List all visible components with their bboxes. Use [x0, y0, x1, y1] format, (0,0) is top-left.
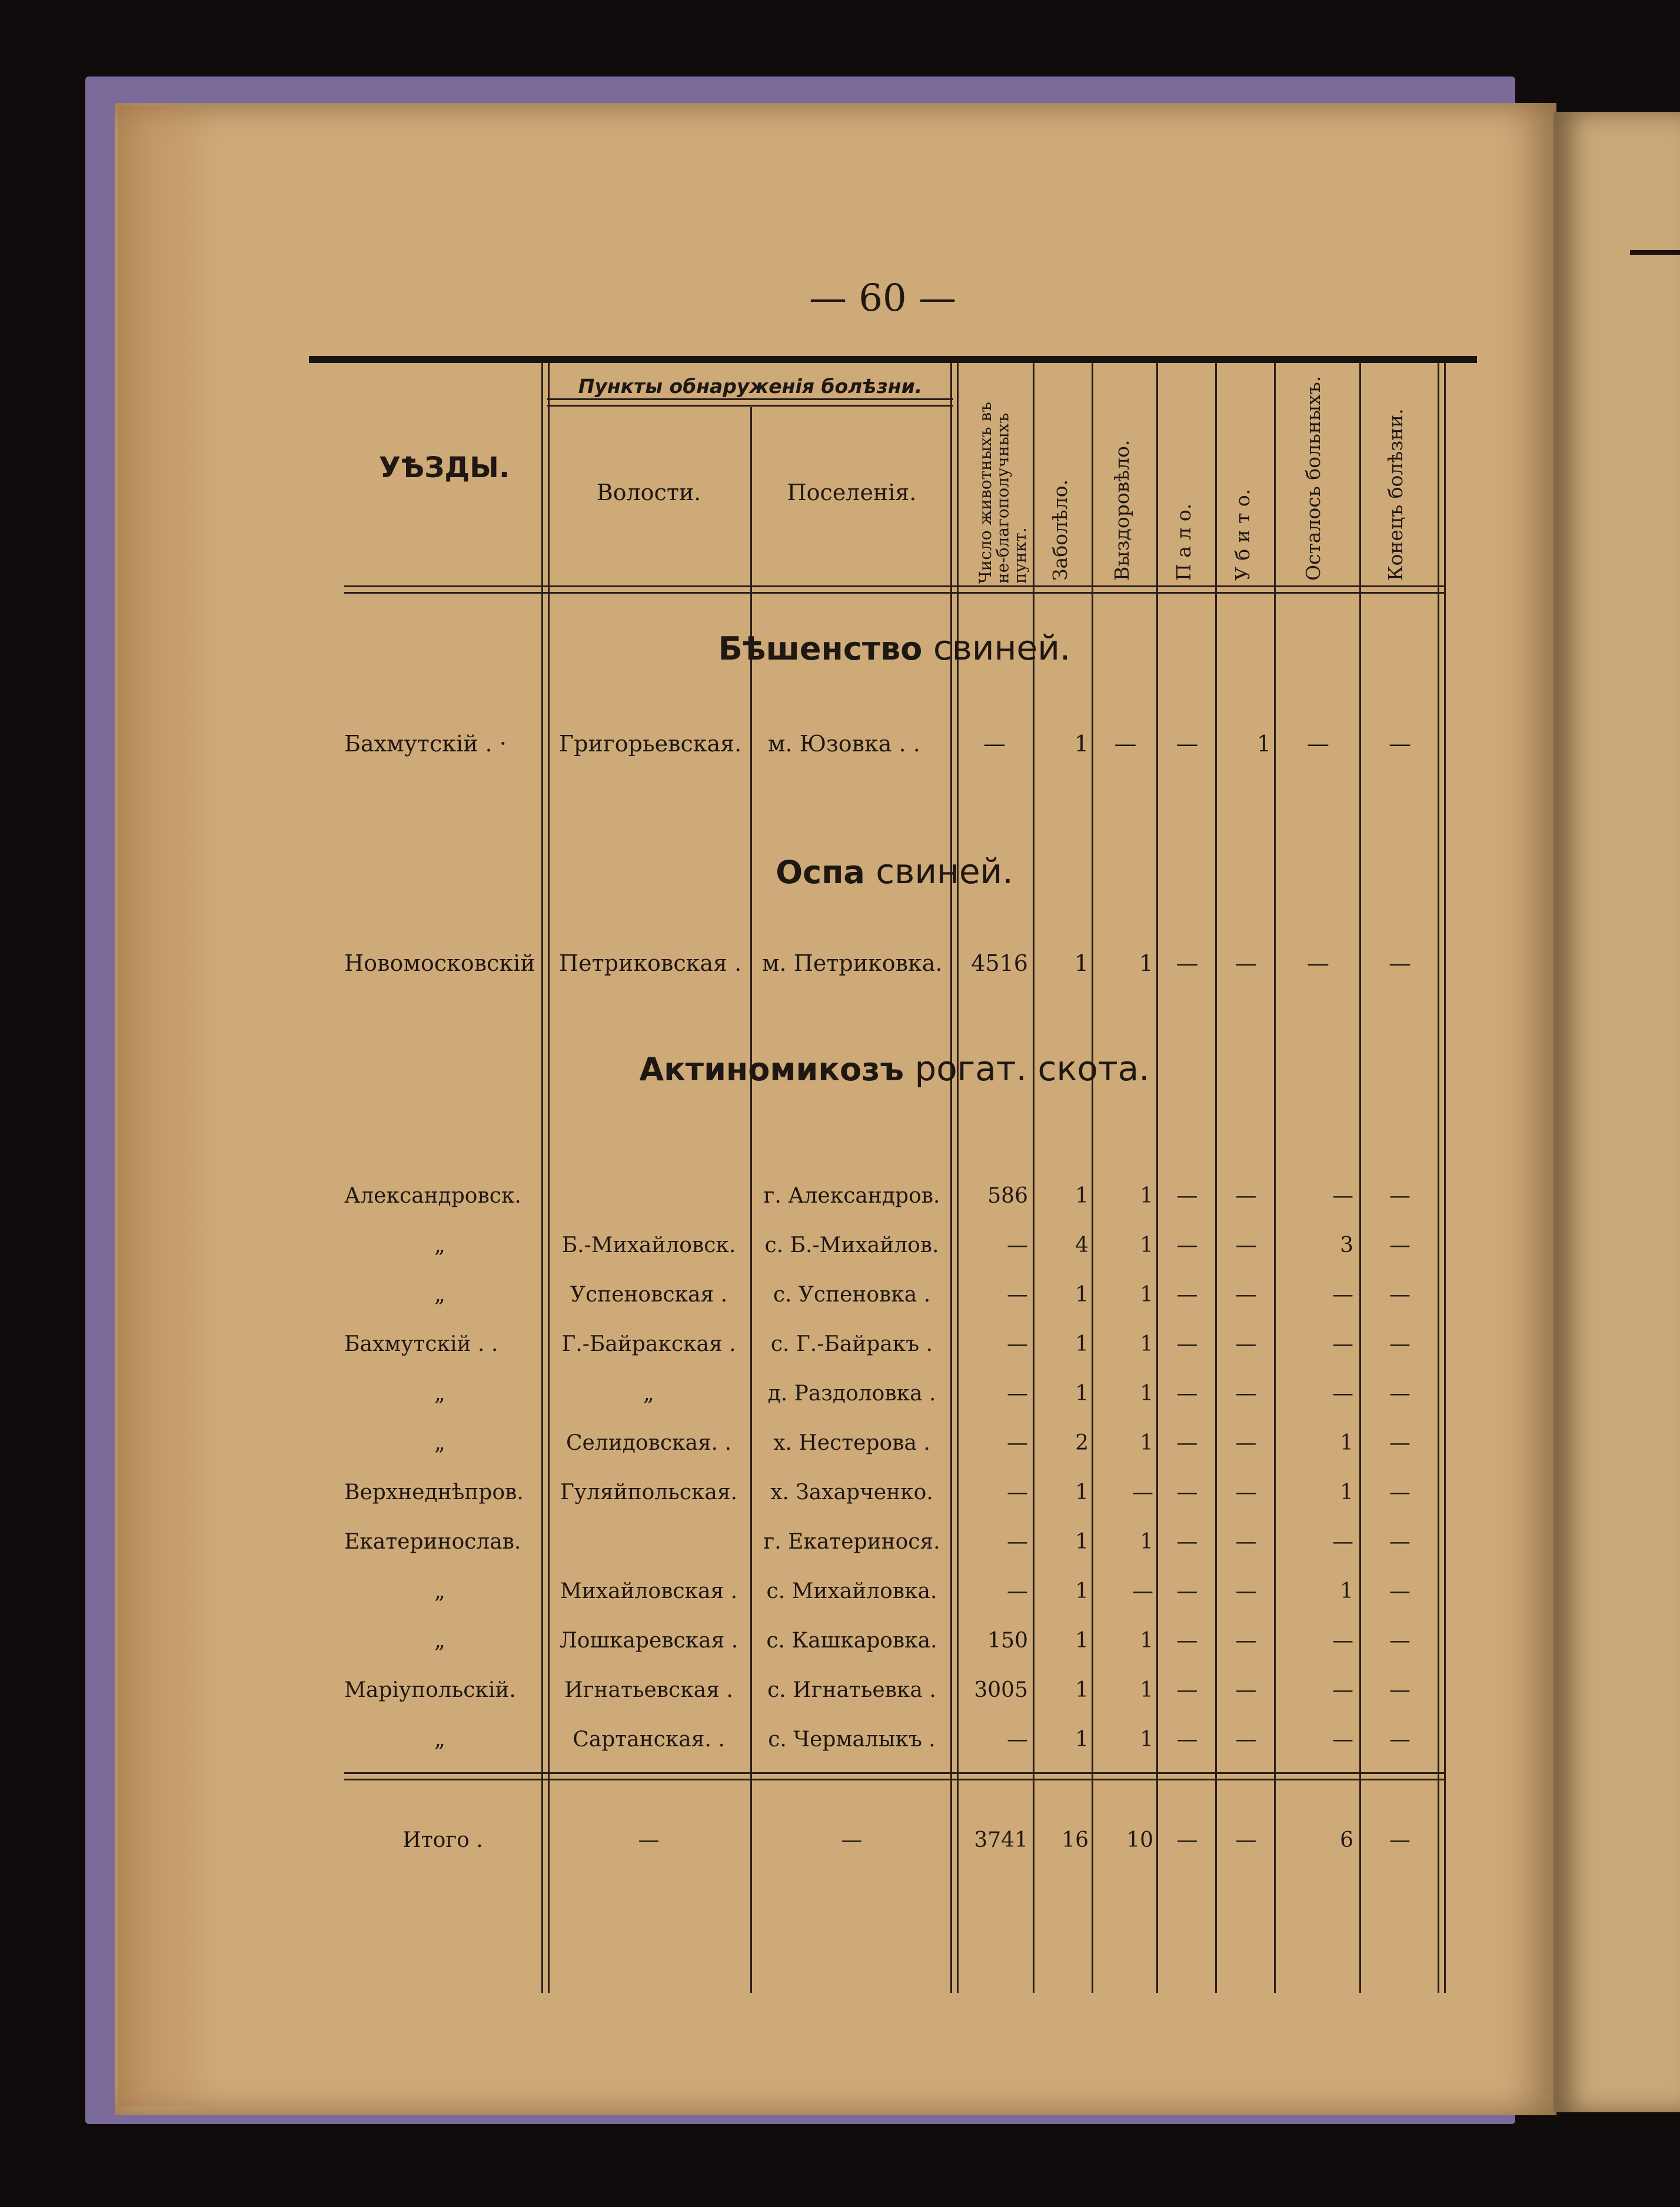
total-rule [344, 1772, 1445, 1780]
cell-ostalos: — [1332, 1332, 1353, 1356]
cell-volost: Г.-Байракская . [561, 1332, 736, 1356]
table-row [344, 1629, 1445, 1664]
section-title-rest: рогат. скота. [904, 1048, 1150, 1088]
cell-chislo: — [1007, 1727, 1028, 1752]
cell-uezd: Верхнеднѣпров. [344, 1480, 524, 1504]
cell-uezd: „ [434, 1431, 445, 1455]
table-row [344, 1283, 1445, 1318]
cell-ubito: — [1235, 1184, 1257, 1208]
cell-ostalos: 3 [1340, 1233, 1353, 1257]
cell-ubito: — [1235, 1332, 1257, 1356]
cell-palo: — [1176, 1283, 1198, 1307]
section-title-bold: Оспа [776, 854, 865, 891]
section-title-rabies [344, 628, 1445, 668]
cell-ubito: — [1235, 1727, 1257, 1752]
cell-konets: — [1389, 950, 1411, 976]
cell-uezd: „ [434, 1579, 445, 1603]
cell-palo: — [1176, 1184, 1198, 1208]
cell-vyzd: — [1114, 731, 1137, 757]
cell-konets: — [1389, 731, 1411, 757]
cell-uezd: Александровск. [344, 1184, 521, 1208]
header-chislo: Число животныхъ въ не-благополучныхъ пункт. [976, 401, 1030, 584]
cell-ubito: — [1235, 1431, 1257, 1455]
cell-volost: Селидовская. . [566, 1431, 731, 1455]
statistics-table [344, 363, 1445, 1993]
header-palo: П а л о. [1172, 503, 1195, 581]
cell-chislo: — [1007, 1233, 1028, 1257]
cell-volost: Б.-Михайловск. [561, 1233, 736, 1257]
cell-volost: Михайловская . [560, 1579, 738, 1603]
cell-vyzd: 1 [1139, 950, 1153, 976]
cell-ubito: — [1235, 1283, 1257, 1307]
cell-uezd: Бахмутскій . · [344, 731, 507, 757]
cell-volost: Сартанская. . [573, 1727, 725, 1752]
cell-poselenie: с. Кашкаровка. [766, 1629, 937, 1653]
table-row [344, 1382, 1445, 1417]
cell-ubito: — [1235, 1629, 1257, 1653]
top-rule [309, 356, 1477, 363]
cell-konets: — [1389, 1480, 1410, 1504]
cell-ostalos: — [1307, 731, 1329, 757]
cell-ubito: — [1235, 950, 1257, 976]
total-ostalos: 6 [1340, 1828, 1353, 1852]
cell-uezd: Новомосковскій [344, 950, 535, 976]
facing-page-rule [1630, 250, 1680, 255]
cell-chislo: — [1007, 1530, 1028, 1554]
cell-palo: — [1176, 1579, 1198, 1603]
cell-konets: — [1389, 1382, 1410, 1406]
cell-poselenie: с. Михайловка. [766, 1579, 937, 1603]
table-row [344, 1431, 1445, 1466]
cell-poselenie: м. Петриковка. [762, 950, 943, 976]
facing-page-edge [1553, 112, 1680, 2112]
header-konets: Конецъ болѣзни. [1384, 408, 1407, 581]
cell-chislo: — [1007, 1382, 1028, 1406]
cell-ubito: — [1235, 1233, 1257, 1257]
cell-uezd: „ [434, 1382, 445, 1406]
cell-chislo: — [1007, 1332, 1028, 1356]
header-vyzdorovelo: Выздоровѣло. [1110, 440, 1133, 581]
cell-volost: Лошкаревская . [559, 1629, 738, 1653]
cell-ubito: — [1235, 1530, 1257, 1554]
total-chislo: 3741 [974, 1828, 1028, 1852]
section-title-rest: свиней. [922, 628, 1071, 668]
cell-chislo: — [983, 731, 1006, 757]
cell-chislo: — [1007, 1480, 1028, 1504]
cell-chislo: 586 [987, 1184, 1028, 1208]
cell-ostalos: — [1332, 1283, 1353, 1307]
cell-zabolelo: 1 [1075, 1530, 1089, 1554]
cell-zabolelo: 1 [1075, 1382, 1089, 1406]
cell-poselenie: м. Юзовка . . [768, 731, 920, 757]
cell-volost: Петриковская . [559, 950, 742, 976]
cell-chislo: 3005 [974, 1678, 1028, 1702]
cell-vyzd: 1 [1140, 1184, 1153, 1208]
cell-zabolelo: 1 [1075, 1283, 1089, 1307]
cell-chislo: — [1007, 1283, 1028, 1307]
total-poselenie: — [841, 1828, 863, 1852]
table-row [344, 1727, 1445, 1763]
total-label: Итого . [402, 1828, 483, 1852]
cell-ostalos: — [1332, 1530, 1353, 1554]
cell-palo: — [1176, 731, 1199, 757]
cell-volost: „ [643, 1382, 654, 1406]
header-uezdy: УѢЗДЫ. [378, 451, 510, 484]
section-title-rest: свиней. [864, 851, 1013, 891]
cell-vyzd: 1 [1140, 1727, 1153, 1752]
cell-uezd: „ [434, 1727, 445, 1752]
cell-ubito: — [1235, 1579, 1257, 1603]
cell-zabolelo: 2 [1075, 1431, 1089, 1455]
section-title-actinomycosis [344, 1048, 1445, 1088]
header-volosti: Волости. [596, 480, 701, 505]
cell-vyzd: 1 [1140, 1431, 1153, 1455]
cell-volost: Игнатьевская . [564, 1678, 733, 1702]
cell-poselenie: д. Раздоловка . [767, 1382, 936, 1406]
cell-zabolelo: 1 [1075, 1332, 1089, 1356]
section-title-bold: Актиномикозъ [639, 1051, 904, 1088]
cell-vyzd: 1 [1140, 1233, 1153, 1257]
cell-ostalos: — [1332, 1184, 1353, 1208]
table-row [344, 950, 1445, 986]
cell-vyzd: 1 [1140, 1382, 1153, 1406]
cell-zabolelo: 1 [1075, 1678, 1089, 1702]
cell-poselenie: с. Чермалыкъ . [768, 1727, 936, 1752]
section-title-bold: Бѣшенство [718, 630, 923, 667]
cell-palo: — [1176, 1629, 1198, 1653]
cell-poselenie: г. Екатеринося. [763, 1530, 940, 1554]
cell-vyzd: 1 [1140, 1283, 1153, 1307]
cell-ubito: — [1235, 1678, 1257, 1702]
cell-poselenie: г. Александров. [763, 1184, 940, 1208]
cell-ostalos: — [1332, 1678, 1353, 1702]
cell-uezd: Маріупольскій. [344, 1678, 516, 1702]
cell-palo: — [1176, 1530, 1198, 1554]
cell-konets: — [1389, 1332, 1410, 1356]
cell-uezd: „ [434, 1283, 445, 1307]
cell-vyzd: — [1132, 1579, 1153, 1603]
cell-konets: — [1389, 1530, 1410, 1554]
cell-palo: — [1176, 1480, 1198, 1504]
cell-palo: — [1176, 1382, 1198, 1406]
punkty-rule [547, 398, 953, 407]
total-row [344, 1828, 1445, 1863]
cell-poselenie: х. Захарченко. [770, 1480, 933, 1504]
cell-konets: — [1389, 1283, 1410, 1307]
cell-uezd: Екатеринослав. [344, 1530, 521, 1554]
cell-poselenie: х. Нестерова . [773, 1431, 930, 1455]
cell-poselenie: с. Г.-Байракъ . [770, 1332, 933, 1356]
table-row [344, 1579, 1445, 1615]
total-volost: — [638, 1828, 660, 1852]
cell-ostalos: 1 [1340, 1579, 1353, 1603]
header-poseleniya: Поселенія. [787, 480, 917, 505]
cell-ostalos: — [1332, 1727, 1353, 1752]
cell-palo: — [1176, 1727, 1198, 1752]
cell-volost: Успеновская . [570, 1283, 728, 1307]
cell-poselenie: с. Успеновка . [773, 1283, 931, 1307]
cell-zabolelo: 1 [1074, 950, 1089, 976]
cell-ostalos: — [1332, 1382, 1353, 1406]
cell-chislo: 4516 [971, 950, 1028, 976]
cell-palo: — [1176, 1678, 1198, 1702]
cell-ubito: — [1235, 1480, 1257, 1504]
cell-zabolelo: 1 [1074, 731, 1089, 757]
cell-konets: — [1389, 1678, 1410, 1702]
header-zabolelo: Заболѣло. [1049, 479, 1072, 581]
page-stain [118, 106, 224, 2106]
header-ubito: У б и т о. [1231, 488, 1254, 581]
cell-konets: — [1389, 1184, 1410, 1208]
cell-vyzd: 1 [1140, 1629, 1153, 1653]
cell-ubito: 1 [1256, 731, 1271, 757]
cell-konets: — [1389, 1629, 1410, 1653]
total-vyzd: 10 [1126, 1828, 1153, 1852]
cell-palo: — [1176, 1233, 1198, 1257]
table-row [344, 1480, 1445, 1516]
header-punkty: Пункты обнаруженія болѣзни. [578, 375, 923, 398]
cell-vyzd: 1 [1140, 1332, 1153, 1356]
cell-zabolelo: 1 [1075, 1184, 1089, 1208]
table-row [344, 1332, 1445, 1367]
cell-zabolelo: 1 [1075, 1480, 1089, 1504]
cell-vyzd: — [1132, 1480, 1153, 1504]
cell-konets: — [1389, 1727, 1410, 1752]
cell-zabolelo: 1 [1075, 1727, 1089, 1752]
cell-uezd: „ [434, 1233, 445, 1257]
cell-konets: — [1389, 1579, 1410, 1603]
cell-poselenie: с. Б.-Михайлов. [764, 1233, 939, 1257]
table-row [344, 731, 1445, 766]
page-number: — 60 — [809, 277, 957, 320]
cell-ostalos: — [1307, 950, 1329, 976]
total-zabolelo: 16 [1062, 1828, 1089, 1852]
table-row [344, 1678, 1445, 1713]
cell-palo: — [1176, 1431, 1198, 1455]
header-ostalos: Осталось больныхъ. [1302, 375, 1325, 581]
cell-konets: — [1389, 1233, 1410, 1257]
cell-vyzd: 1 [1140, 1530, 1153, 1554]
cell-zabolelo: 1 [1075, 1629, 1089, 1653]
total-palo: — [1176, 1828, 1198, 1852]
cell-volost: Гуляйпольская. [560, 1480, 737, 1504]
cell-zabolelo: 1 [1075, 1579, 1089, 1603]
header-bottom-rule [344, 585, 1445, 594]
cell-ostalos: 1 [1340, 1431, 1353, 1455]
cell-chislo: 150 [987, 1629, 1028, 1653]
cell-poselenie: с. Игнатьевка . [767, 1678, 936, 1702]
table-row [344, 1530, 1445, 1565]
cell-vyzd: 1 [1140, 1678, 1153, 1702]
table-row [344, 1184, 1445, 1219]
cell-chislo: — [1007, 1579, 1028, 1603]
total-konets: — [1389, 1828, 1410, 1852]
cell-ostalos: — [1332, 1629, 1353, 1653]
cell-palo: — [1176, 950, 1199, 976]
cell-konets: — [1389, 1431, 1410, 1455]
cell-ostalos: 1 [1340, 1480, 1353, 1504]
cell-zabolelo: 4 [1075, 1233, 1089, 1257]
cell-palo: — [1176, 1332, 1198, 1356]
cell-volost: Григорьевская. [559, 731, 742, 757]
cell-chislo: — [1007, 1431, 1028, 1455]
total-ubito: — [1235, 1828, 1257, 1852]
section-title-pox [344, 851, 1445, 891]
cell-uezd: Бахмутскій . . [344, 1332, 498, 1356]
cell-ubito: — [1235, 1382, 1257, 1406]
cell-uezd: „ [434, 1629, 445, 1653]
table-row [344, 1233, 1445, 1269]
